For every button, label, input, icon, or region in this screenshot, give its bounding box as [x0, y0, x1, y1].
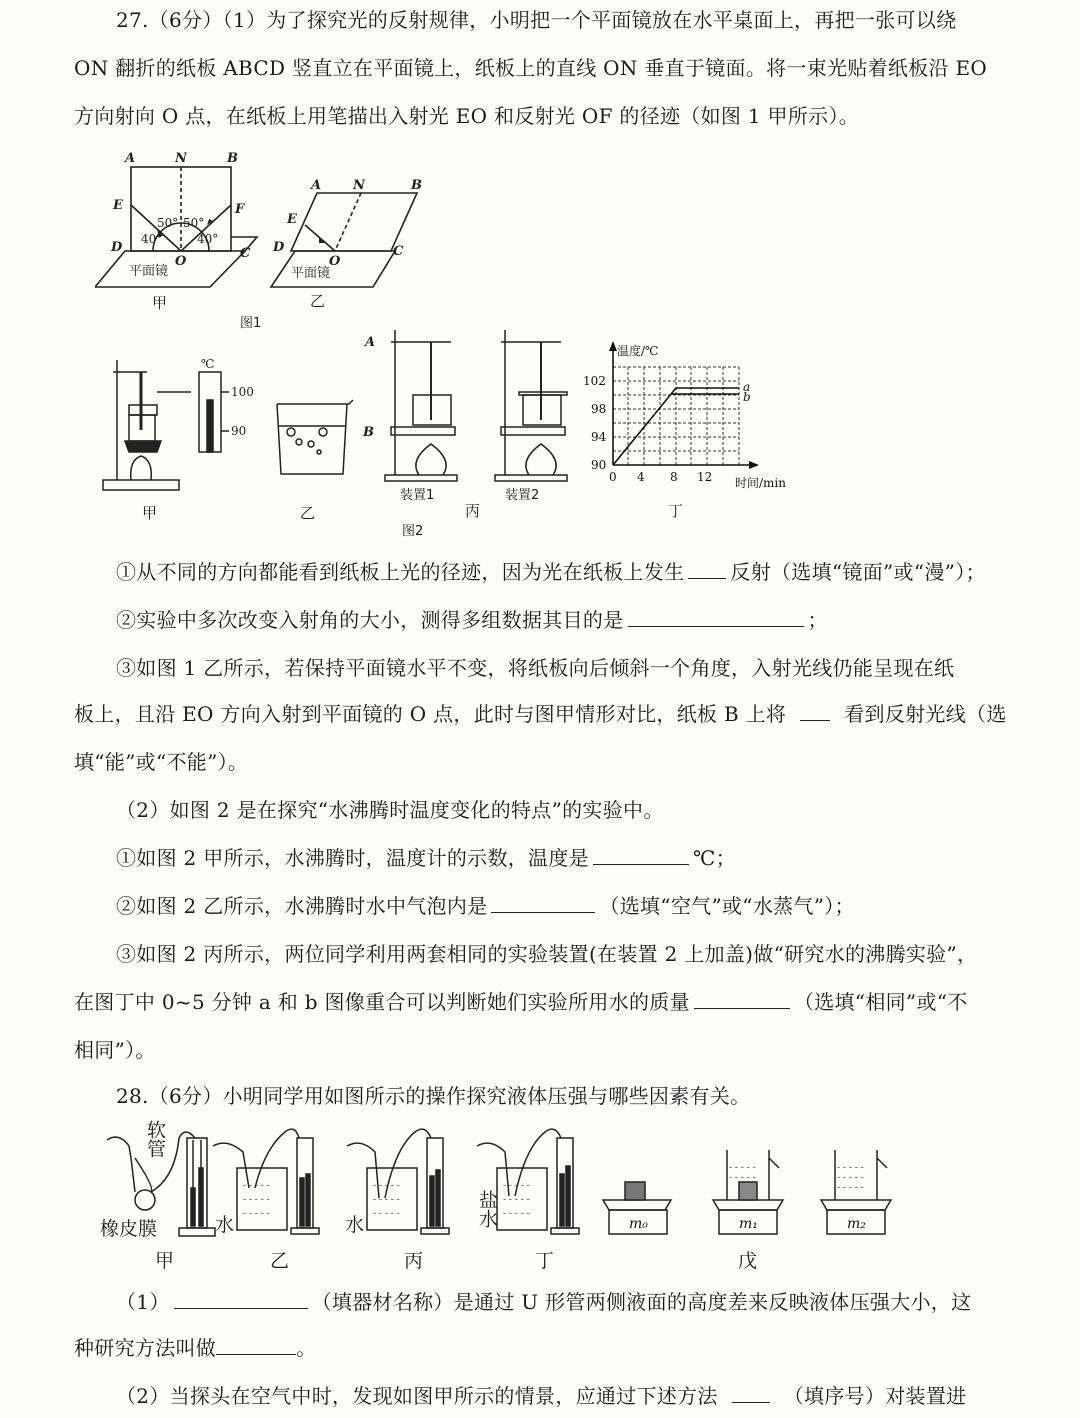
- svg-text:b: b: [743, 390, 751, 404]
- q27-line3: 方向射向 O 点，在纸板上用笔描出入射光 EO 和反射光 OF 的径迹（如图 1 甲所示）。: [74, 104, 860, 128]
- fig2-label-jia: 甲: [142, 504, 158, 522]
- svg-text:98: 98: [591, 402, 607, 416]
- svg-text:- - - - -: - - - - -: [837, 1163, 864, 1173]
- svg-text:50°: 50°: [157, 216, 179, 230]
- figure-2-apparatus: [95, 330, 575, 505]
- answer-blank-1-1[interactable]: [688, 558, 726, 579]
- figure-1: [95, 145, 435, 335]
- svg-text:- - - - -: - - - - -: [373, 1209, 400, 1219]
- q27-2-3: ③如图 2 丙所示，两位同学利用两套相同的实验装置(在装置 2 上加盖)做“研究水的沸腾实验”，: [116, 942, 978, 966]
- q28-2: （2）当探头在空气中时，发现如图甲所示的情景，应通过下述方法 （填序号）对装置进: [116, 1384, 967, 1408]
- answer-blank-2-3[interactable]: [694, 988, 790, 1009]
- q27-2-header: （2）如图 2 是在探究“水沸腾时温度变化的特点”的实验中。: [116, 798, 664, 822]
- svg-text:- - - - -: - - - - -: [373, 1195, 400, 1205]
- q28-1-cont: 种研究方法叫做 。: [74, 1336, 317, 1360]
- svg-text:B: B: [411, 178, 422, 193]
- fig1-label-jia: 甲: [152, 294, 168, 312]
- svg-text:- - - - -: - - - - -: [503, 1181, 530, 1191]
- answer-blank-1-3[interactable]: [800, 700, 830, 721]
- svg-text:- - - - -: - - - - -: [373, 1181, 400, 1191]
- chart-label-ding: 丁: [668, 502, 684, 520]
- svg-text:平面镜: 平面镜: [129, 264, 169, 279]
- q27-1-3: ③如图 1 乙所示，若保持平面镜水平不变，将纸板向后倾斜一个角度，入射光线仍能呈现在纸: [116, 656, 955, 680]
- brine-label: 盐水: [476, 1190, 498, 1228]
- svg-text:F: F: [235, 202, 245, 217]
- svg-text:C: C: [240, 246, 251, 261]
- q27-header: 27.（6分）（1）为了探究光的反射规律，小明把一个平面镜放在水平桌面上，再把一张可以绕: [116, 8, 957, 32]
- fig2-caption: 图2: [402, 524, 424, 539]
- svg-text:40°: 40°: [197, 232, 219, 246]
- svg-text:- - - - -: - - - - -: [837, 1183, 864, 1193]
- svg-text:m₁: m₁: [739, 1216, 758, 1232]
- svg-text:A: A: [125, 151, 136, 166]
- q28-header: 28.（6分）小明同学用如图所示的操作探究液体压强与哪些因素有关。: [116, 1084, 751, 1108]
- q28-label-bing: 丙: [404, 1250, 424, 1272]
- fig1-label-yi: 乙: [310, 292, 326, 310]
- q27-2-3-end: 相同”）。: [74, 1038, 156, 1062]
- answer-blank-2-2[interactable]: [491, 892, 595, 913]
- device1-label: 装置1: [400, 488, 435, 503]
- q27-2-2: ②如图 2 乙所示，水沸腾时水中气泡内是 （选填“空气”或“水蒸气”）；: [116, 894, 855, 918]
- answer-blank-2-1[interactable]: [593, 844, 689, 865]
- water-label-yi: 水: [215, 1214, 235, 1236]
- svg-text:m₀: m₀: [629, 1216, 648, 1232]
- q28-1: （1） （填器材名称）是通过 U 形管两侧液面的高度差来反映液体压强大小，这: [116, 1290, 972, 1314]
- svg-text:A: A: [311, 178, 322, 193]
- svg-text:时间/min: 时间/min: [735, 476, 786, 490]
- svg-text:a: a: [743, 380, 751, 394]
- svg-text:E: E: [113, 198, 123, 213]
- svg-text:4: 4: [637, 470, 645, 484]
- svg-text:B: B: [363, 425, 374, 440]
- q28-label-ding: 丁: [535, 1250, 555, 1272]
- q28-label-wu: 戊: [738, 1250, 758, 1272]
- svg-text:平面镜: 平面镜: [291, 266, 331, 281]
- water-label-bing: 水: [345, 1214, 365, 1236]
- svg-text:90: 90: [591, 458, 607, 472]
- answer-blank-28-2[interactable]: [732, 1382, 770, 1403]
- svg-text:D: D: [273, 240, 285, 255]
- answer-blank-28-1b[interactable]: [216, 1334, 296, 1355]
- svg-text:m₂: m₂: [847, 1216, 866, 1232]
- svg-text:D: D: [111, 240, 123, 255]
- fig2-label-yi: 乙: [300, 504, 316, 522]
- svg-text:94: 94: [591, 430, 607, 444]
- q27-1-1: ①从不同的方向都能看到纸板上光的径迹，因为光在纸板上发生 反射（选填“镜面”或“漫”）；: [116, 560, 986, 584]
- q27-1-3-end: 填“能”或“不能”）。: [74, 750, 249, 774]
- svg-text:50°: 50°: [183, 216, 205, 230]
- svg-text:N: N: [175, 151, 187, 166]
- svg-text:A: A: [365, 335, 376, 350]
- svg-text:0: 0: [609, 470, 617, 484]
- hose-label: 软管: [144, 1120, 166, 1158]
- device2-label: 装置2: [505, 488, 540, 503]
- svg-text:- - - - -: - - - - -: [503, 1195, 530, 1205]
- membrane-label: 橡皮膜: [100, 1218, 158, 1240]
- svg-text:O: O: [329, 254, 341, 269]
- svg-text:102: 102: [583, 374, 606, 388]
- q27-2-3-cont: 在图丁中 0~5 分钟 a 和 b 图像重合可以判断她们实验所用水的质量 （选填“相同”或“不: [74, 990, 968, 1014]
- svg-text:12: 12: [697, 470, 713, 484]
- svg-text:- - - - -: - - - - -: [729, 1163, 756, 1173]
- svg-text:100: 100: [231, 385, 254, 399]
- svg-text:- - - - -: - - - - -: [243, 1209, 270, 1219]
- svg-text:8: 8: [670, 470, 678, 484]
- fig2-label-bing: 丙: [465, 502, 481, 520]
- q27-line2: ON 翻折的纸板 ABCD 竖直立在平面镜上，纸板上的直线 ON 垂直于镜面。将一束光贴着纸板沿 EO: [74, 56, 988, 80]
- svg-text:- - - - -: - - - - -: [243, 1181, 270, 1191]
- svg-text:40°: 40°: [141, 232, 163, 246]
- svg-text:C: C: [393, 244, 404, 259]
- svg-text:℃: ℃: [201, 357, 215, 371]
- svg-text:- - - - -: - - - - -: [503, 1209, 530, 1219]
- q27-2-1: ①如图 2 甲所示，水沸腾时，温度计的示数，温度是 ℃；: [116, 846, 736, 870]
- svg-text:N: N: [353, 178, 365, 193]
- fig1-caption: 图1: [240, 316, 262, 331]
- svg-text:B: B: [227, 151, 238, 166]
- answer-blank-28-1a[interactable]: [174, 1288, 308, 1309]
- svg-text:温度/℃: 温度/℃: [617, 344, 659, 358]
- svg-text:90: 90: [231, 424, 247, 438]
- svg-text:- - - - -: - - - - -: [729, 1173, 756, 1183]
- answer-blank-1-2[interactable]: [628, 606, 804, 627]
- svg-text:E: E: [287, 212, 297, 227]
- q27-1-3-cont: 板上，且沿 EO 方向入射到平面镜的 O 点，此时与图甲情形对比，纸板 B 上将 看到反射光线（选: [74, 702, 1007, 726]
- q28-label-yi: 乙: [270, 1250, 290, 1272]
- svg-text:O: O: [175, 254, 187, 269]
- chart-temperature-time: [575, 335, 815, 505]
- q27-1-2: ②实验中多次改变入射角的大小，测得多组数据其目的是 ；: [116, 608, 828, 632]
- svg-text:- - - - -: - - - - -: [837, 1173, 864, 1183]
- q28-label-jia: 甲: [155, 1250, 175, 1272]
- svg-text:- - - - -: - - - - -: [243, 1195, 270, 1205]
